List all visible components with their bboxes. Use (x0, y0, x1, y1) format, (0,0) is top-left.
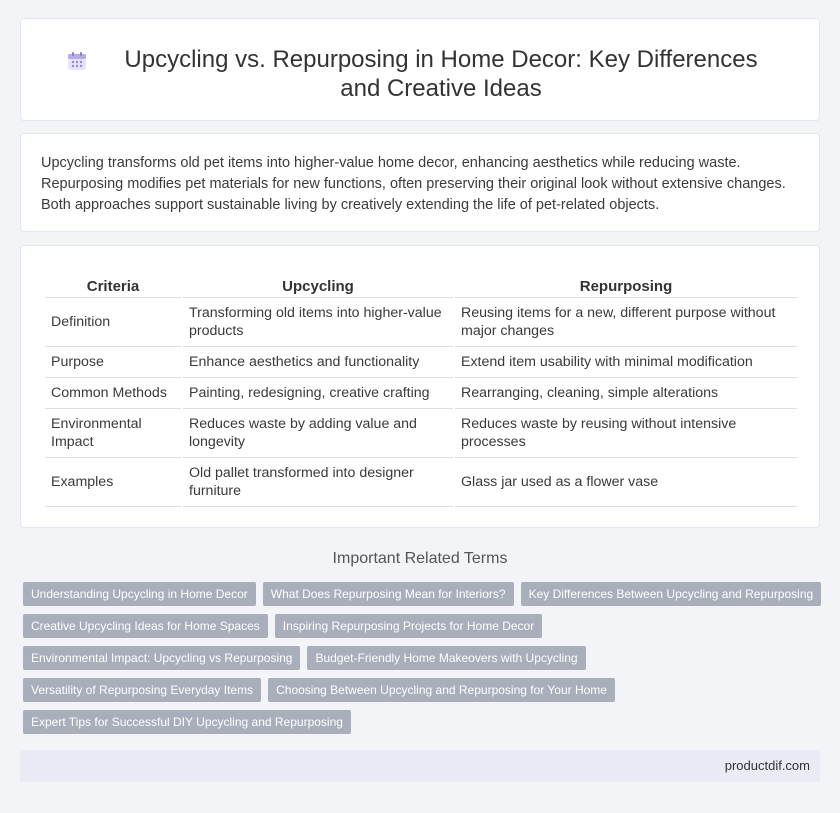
table-cell: Glass jar used as a flower vase (455, 458, 797, 507)
header-card (20, 18, 820, 121)
table-cell: Painting, redesigning, creative crafting (183, 378, 453, 409)
related-tag[interactable]: Creative Upcycling Ideas for Home Spaces (23, 614, 268, 638)
table-cell: Reusing items for a new, different purpose without major changes (455, 298, 797, 347)
related-tag[interactable]: Environmental Impact: Upcycling vs Repurposing (23, 646, 300, 670)
table-cell: Environmental Impact (45, 409, 181, 458)
header-criteria: Criteria (45, 276, 181, 298)
footer (20, 750, 820, 782)
table-row (45, 378, 797, 409)
table-cell: Enhance aesthetics and functionality (183, 347, 453, 378)
table-row (45, 458, 797, 507)
footer-site[interactable]: productdif.com (724, 758, 810, 773)
intro-text: Upcycling transforms old pet items into higher-value home decor, enhancing aesthetics while reducing waste. Repurposing modifies pet materials for new functions, often preserving their original look without extensive changes. Both approaches support sustainable living by creatively extending the life of pet-related objects. (41, 155, 786, 213)
table-cell: Common Methods (45, 378, 181, 409)
table-cell: Purpose (45, 347, 181, 378)
related-tag[interactable]: Understanding Upcycling in Home Decor (23, 582, 256, 606)
table-cell: Rearranging, cleaning, simple alterations (455, 378, 797, 409)
related-tag[interactable]: Expert Tips for Successful DIY Upcycling and Repurposing (23, 710, 351, 734)
header-repurposing: Repurposing (455, 276, 797, 298)
related-tag[interactable]: Versatility of Repurposing Everyday Items (23, 678, 261, 702)
table-row (45, 298, 797, 347)
header-upcycling: Upcycling (183, 276, 453, 298)
table-cell: Old pallet transformed into designer furniture (183, 458, 453, 507)
intro-card (20, 133, 820, 232)
table-cell: Reduces waste by adding value and longevity (183, 409, 453, 458)
related-tag[interactable]: What Does Repurposing Mean for Interiors? (263, 582, 514, 606)
table-cell: Transforming old items into higher-value products (183, 298, 453, 347)
related-tags (23, 582, 818, 742)
comparison-table (43, 276, 799, 507)
related-terms-title: Important Related Terms (332, 550, 508, 567)
table-cell: Reduces waste by reusing without intensive processes (455, 409, 797, 458)
table-row (45, 347, 797, 378)
table-cell: Definition (45, 298, 181, 347)
comparison-card (20, 245, 820, 528)
related-tag[interactable]: Budget-Friendly Home Makeovers with Upcycling (307, 646, 585, 670)
table-row (45, 409, 797, 458)
page-title: Upcycling vs. Repurposing in Home Decor: Key Differences and Creative Ideas (124, 46, 758, 102)
related-tag[interactable]: Choosing Between Upcycling and Repurposing for Your Home (268, 678, 615, 702)
table-cell: Extend item usability with minimal modification (455, 347, 797, 378)
table-cell: Examples (45, 458, 181, 507)
related-tag[interactable]: Key Differences Between Upcycling and Repurposing (521, 582, 822, 606)
related-tag[interactable]: Inspiring Repurposing Projects for Home Decor (275, 614, 542, 638)
